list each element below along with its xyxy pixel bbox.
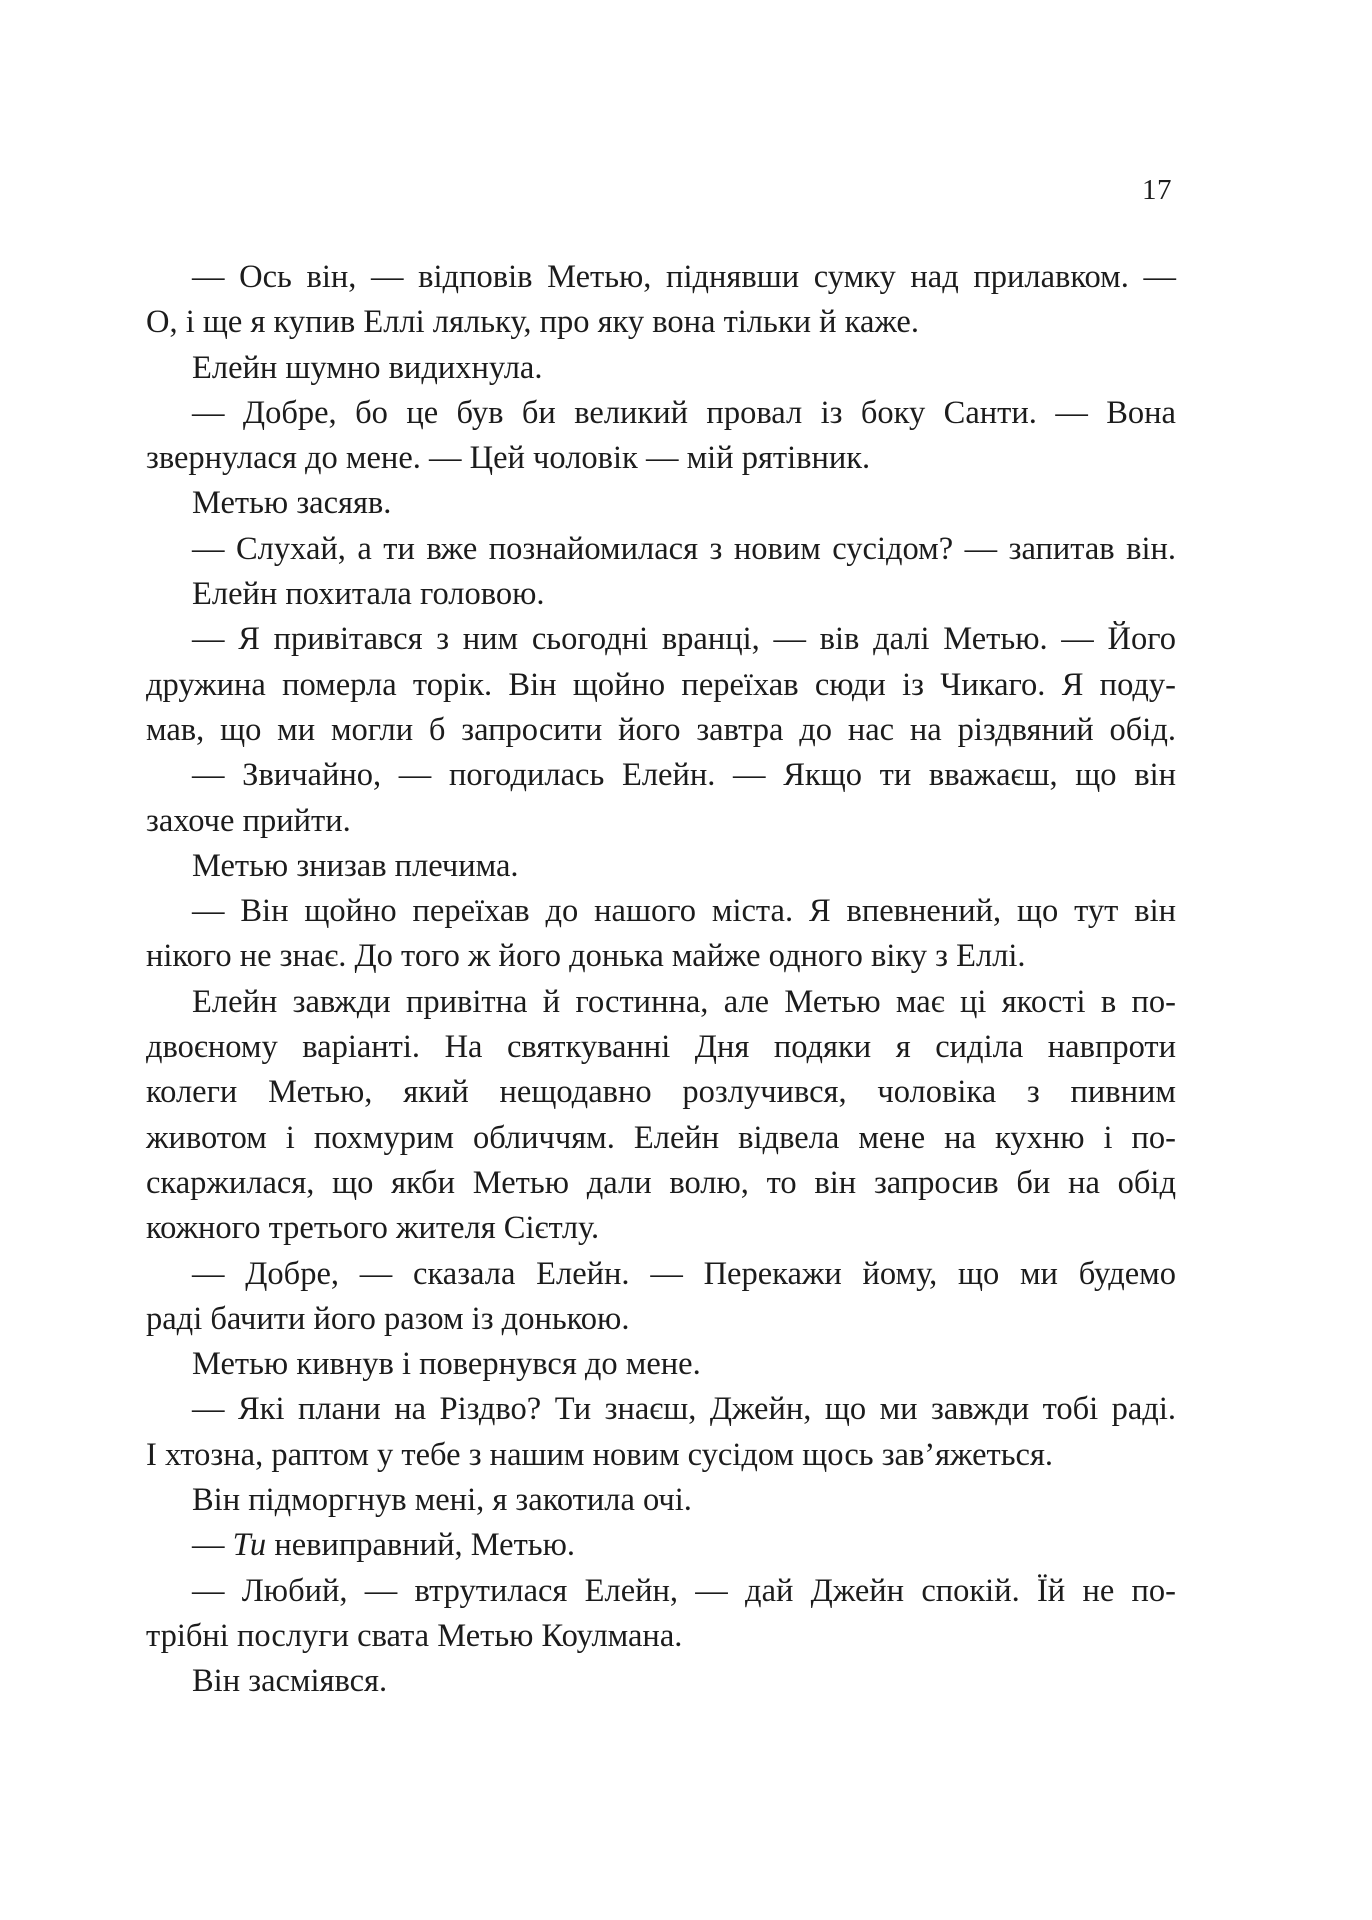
- page-number: 17: [1142, 174, 1172, 206]
- text-line: захоче прийти.: [146, 802, 351, 839]
- text-line: — Які плани на Різдво? Ти знаєш, Джейн, що ми завжди тобі раді.: [192, 1391, 1176, 1428]
- text-line: Метью знизав плечима.: [192, 847, 519, 884]
- text-line: Він підморгнув мені, я закотила очі.: [192, 1482, 692, 1519]
- text-line: колеги Метью, який нещодавно розлучився, чоловіка з пивним: [146, 1074, 1176, 1111]
- text-line: дружина померла торік. Він щойно переїхав сюди із Чикаго. Я поду-: [146, 666, 1176, 703]
- text-line: Метью засяяв.: [192, 485, 392, 522]
- text-line: — Добре, бо це був би великий провал із боку Санти. — Вона: [192, 394, 1176, 431]
- text-line: Елейн завжди привітна й гостинна, але Метью має ці якості в по-: [192, 983, 1176, 1020]
- text-line: трібні послуги свата Метью Коулмана.: [146, 1617, 683, 1654]
- text-line: — Я привітався з ним сьогодні вранці, — вів далі Метью. — Його: [192, 621, 1176, 658]
- text-line: Елейн похитала головою.: [192, 576, 545, 613]
- text-line: раді бачити його разом із донькою.: [146, 1300, 630, 1337]
- text-line: кожного третього жителя Сієтлу.: [146, 1210, 600, 1247]
- text-line: Метью кивнув і повернувся до мене.: [192, 1346, 701, 1383]
- text-line: І хтозна, раптом у тебе з нашим новим сусідом щось зав’яжеться.: [146, 1436, 1054, 1473]
- text-line: — Слухай, а ти вже познайомилася з новим сусідом? — запитав він.: [192, 530, 1176, 567]
- text-line: Він засміявся.: [192, 1663, 388, 1700]
- dialogue-dash: —: [192, 1527, 233, 1564]
- text-line: — Звичайно, — погодилась Елейн. — Якщо ти вважаєш, що він: [192, 757, 1176, 794]
- text-line: — Добре, — сказала Елейн. — Перекажи йому, що ми будемо: [192, 1255, 1176, 1292]
- body-text: [146, 255, 1176, 1705]
- text-line: звернулася до мене. — Цей чоловік — мій рятівник.: [146, 440, 871, 477]
- italic-word: Ти: [232, 1527, 267, 1564]
- text-line: животом і похмурим обличчям. Елейн відвела мене на кухню і по-: [146, 1119, 1176, 1156]
- text-line: Елейн шумно видихнула.: [192, 349, 543, 386]
- text-line: — Він щойно переїхав до нашого міста. Я впевнений, що тут він: [192, 893, 1176, 930]
- text-line: мав, що ми могли б запросити його завтра до нас на різдвяний обід.: [146, 711, 1176, 748]
- text-line: скаржилася, що якби Метью дали волю, то він запросив би на обід: [146, 1164, 1176, 1201]
- text-line: — Любий, — втрутилася Елейн, — дай Джейн спокій. Їй не по-: [192, 1572, 1176, 1609]
- text-line: О, і ще я купив Еллі ляльку, про яку вона тільки й каже.: [146, 304, 919, 341]
- text-line: двоєному варіанті. На святкуванні Дня подяки я сиділа навпроти: [146, 1029, 1176, 1066]
- text-line-italic: [146, 1523, 1176, 1568]
- dialogue-rest: невиправний, Метью.: [266, 1527, 576, 1564]
- text-line: нікого не знає. До того ж його донька майже одного віку з Еллі.: [146, 938, 1026, 975]
- text-line: — Ось він, — відповів Метью, піднявши сумку над прилавком. —: [192, 259, 1176, 295]
